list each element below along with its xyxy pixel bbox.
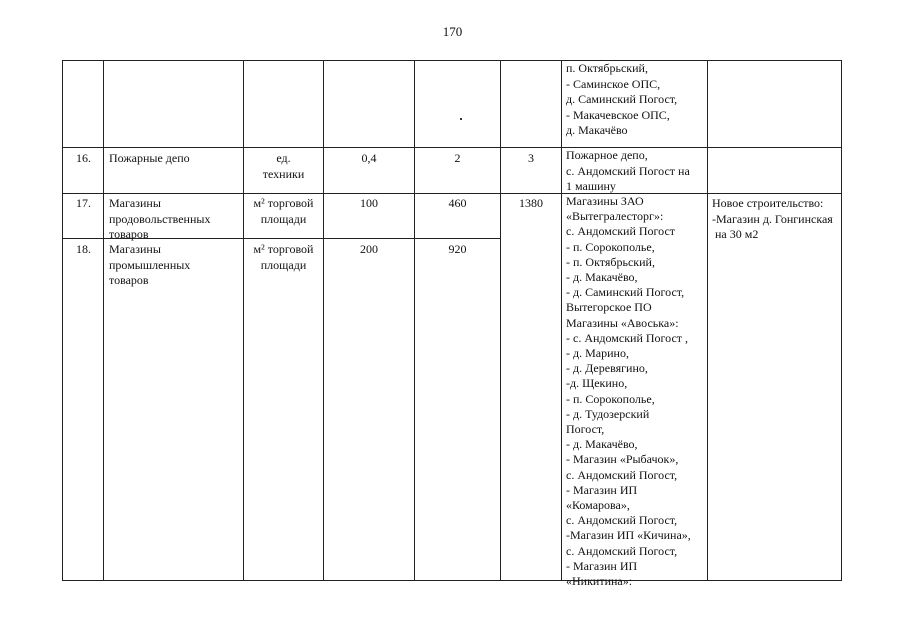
table-border-left: [62, 60, 63, 581]
row-16-location: Пожарное депо, с. Андомский Погост на 1 машину: [566, 148, 690, 194]
prev-row-location: п. Октябрьский, - Саминское ОПС, д. Саминский Погост, - Макачевское ОПС, д. Макачёво: [566, 61, 678, 138]
row-18-number: 18.: [76, 242, 91, 256]
column-divider: [243, 60, 244, 581]
scan-speck: [460, 118, 462, 120]
page-number: 170: [442, 24, 463, 39]
row-17-unit: м² торговой площади: [253, 196, 314, 226]
row-17-required: 460: [448, 196, 467, 210]
row-16-norm: 0,4: [361, 151, 377, 165]
row-17-norm: 100: [360, 196, 378, 210]
column-divider: [500, 60, 501, 581]
row-divider: [62, 147, 842, 148]
row-18-unit: м² торговой площади: [253, 242, 314, 272]
column-divider: [707, 60, 708, 581]
row-18-norm: 200: [360, 242, 378, 256]
row-17-existing: 1380: [519, 196, 543, 210]
row-17-note: Новое строительство: -Магазин д. Гонгинская на 30 м2: [712, 196, 833, 242]
row-18-name: Магазины промышленных товаров: [109, 242, 191, 288]
column-divider: [103, 60, 104, 581]
row-16-required: 2: [454, 151, 461, 165]
row-17-location: Магазины ЗАО «Вытегралесторг»: с. Андомский Погост - п. Сорокополье, - п. Октябрьский, - д. Макачёво, - д. Саминский Погост, Вытегорское ПО Магазины «Авоська»: - с. Андомский Погост , - д. Марино, - д. Деревягино, -д. Щекино, - п. Сорокополье, - д. Тудозерский Погост, - д. Макачёво, - Магазин «Рыбачок», с. Андомский Погост, - Магазин ИП «Комарова», с. Андомский Погост, -Магазин ИП «Кичина», с. Андомский Погост, - Магазин ИП «Никитина»:: [566, 194, 691, 589]
row-18-required: 920: [448, 242, 467, 256]
row-16-unit: ед. техники: [262, 151, 305, 181]
column-divider: [561, 60, 562, 581]
table-border-right: [841, 60, 842, 581]
table-border-top: [62, 60, 842, 61]
column-divider: [323, 60, 324, 581]
row-16-name: Пожарные депо: [109, 151, 190, 165]
row-17-number: 17.: [76, 196, 91, 210]
row-17-name: Магазины продовольственных товаров: [109, 196, 211, 242]
table-border-bottom: [62, 580, 842, 581]
row-divider: [62, 193, 842, 194]
column-divider: [414, 60, 415, 581]
row-16-number: 16.: [76, 151, 91, 165]
row-16-existing: 3: [528, 151, 534, 165]
